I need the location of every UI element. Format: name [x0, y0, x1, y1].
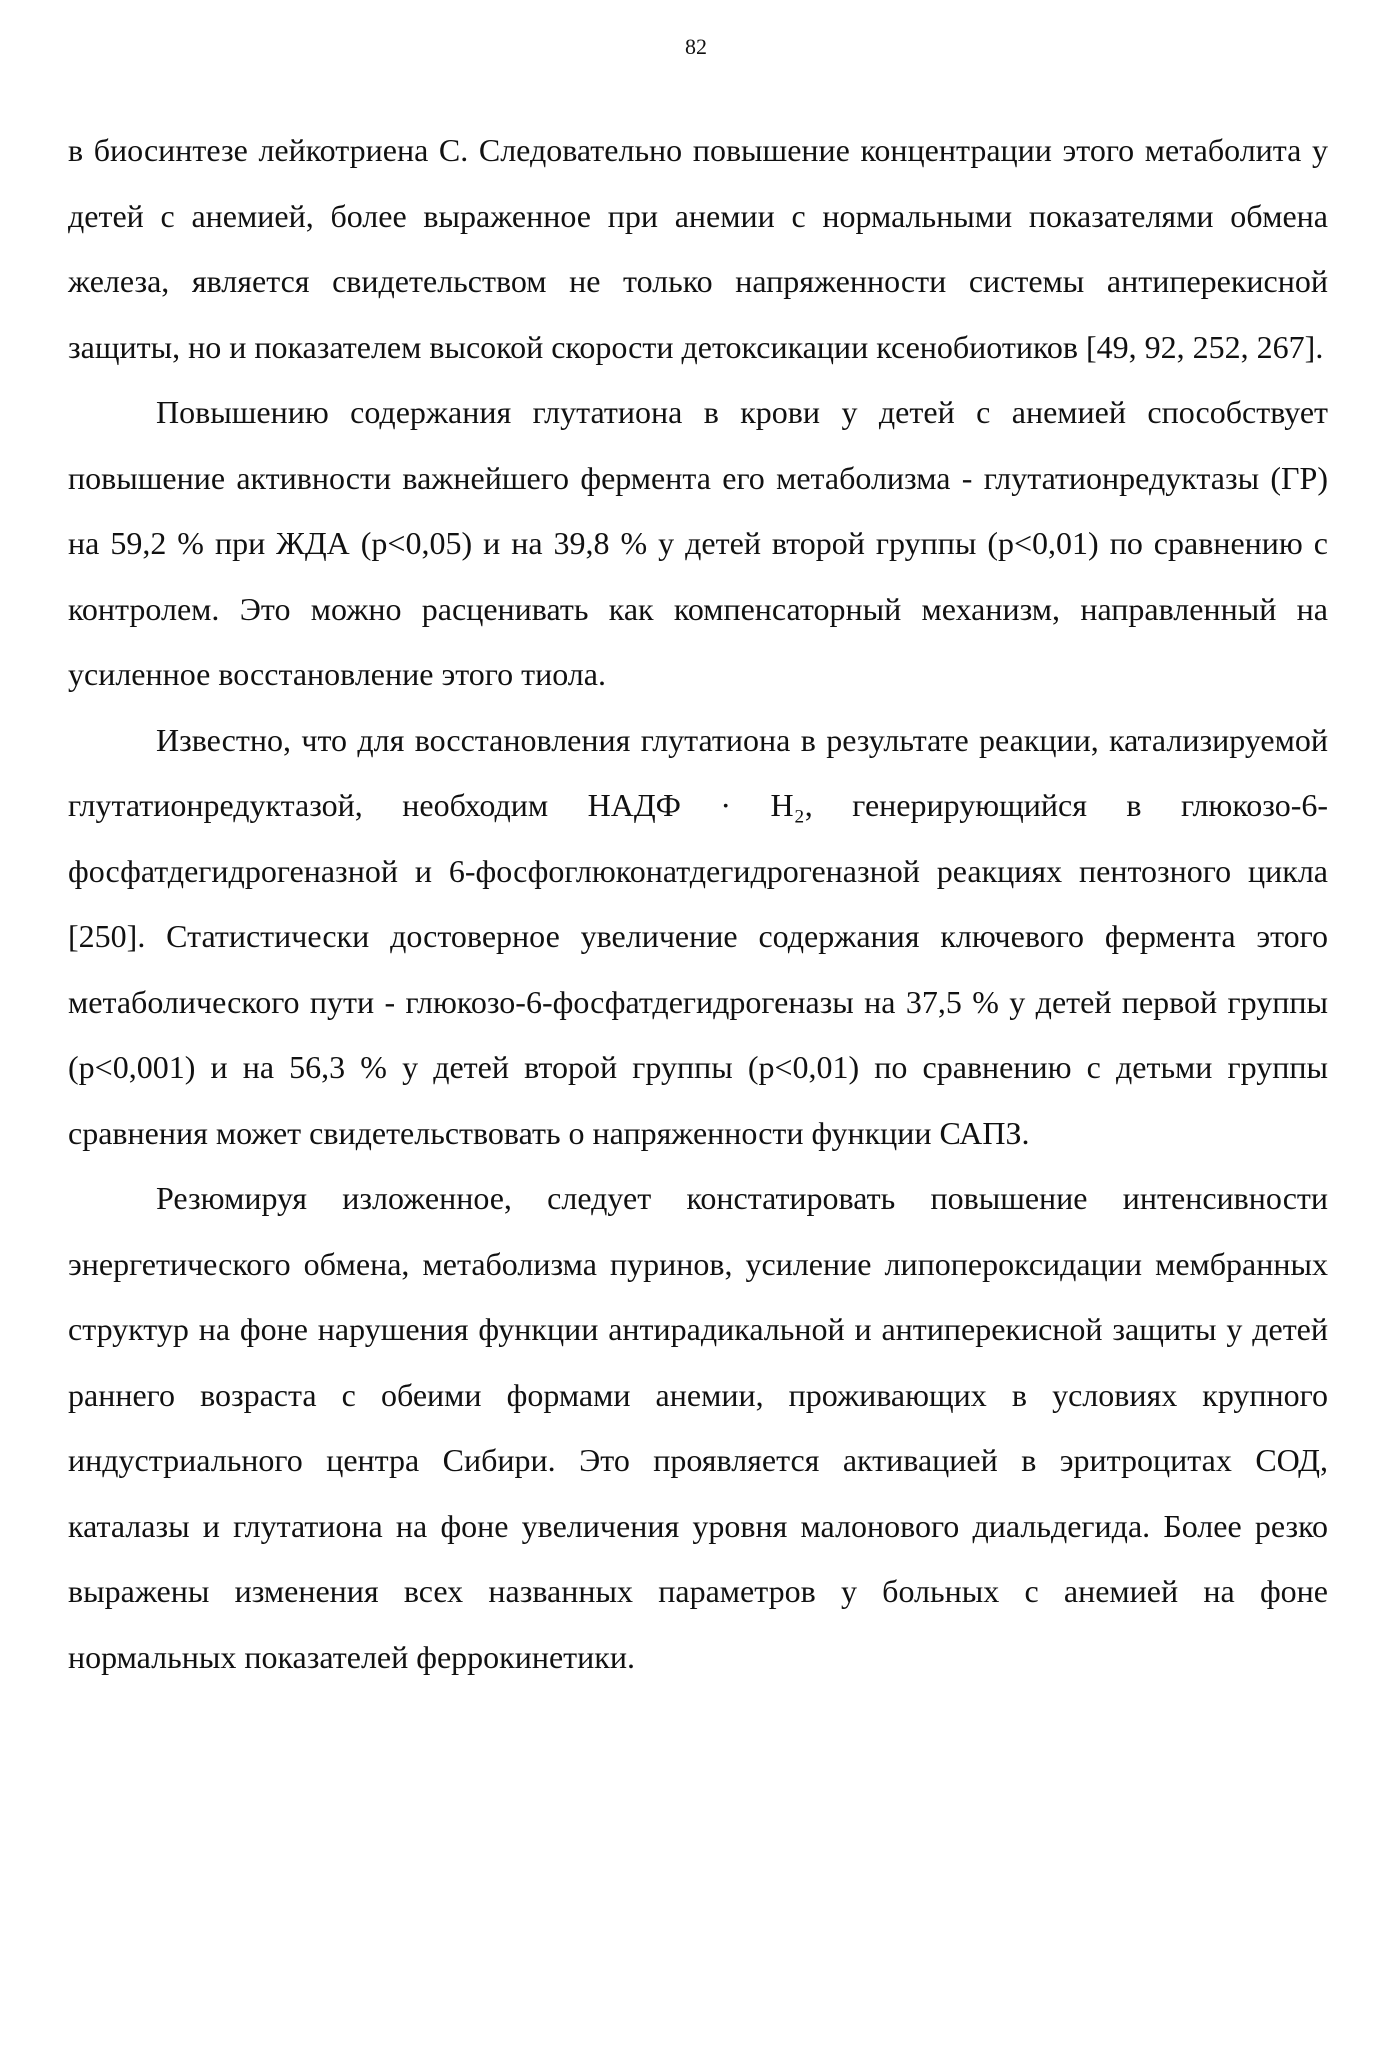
paragraph-1: в биосинтезе лейкотриена С. Следовательно повышение концентрации этого метаболита у детей с анемией, более выраженное при анемии с нормальными показателями обмена железа, является свидетельством не только напряженности системы антиперекисной защиты, но и показателем высокой скорости детоксикации ксенобиотиков [49, 92, 252, 267].	[68, 132, 1328, 365]
paragraph-3: Известно, что для восстановления глутатиона в результате реакции, катализируемой глутатионредуктазой, необходим НАДФ · Н₂, генерирующийся в глюкозо-6-фосфатдегидрогеназной и 6-фосфоглюконатдегидрогеназной реакциях пентозного цикла [250]. Статистически достоверное увеличение содержания ключевого фермента этого метаболического пути - глюкозо-6-фосфатдегидрогеназы на 37,5 % у детей первой группы (р<0,001) и на 56,3 % у детей второй группы (р<0,01) по сравнению с детьми группы сравнения может свидетельствовать о напряженности функции САПЗ.	[68, 721, 1328, 1151]
paragraph-4: Резюмируя изложенное, следует констатировать повышение интенсивности энергетического обмена, метаболизма пуринов, усиление липопероксидации мембранных структур на фоне нарушения функции антирадикальной и антиперекисной защиты у детей раннего возраста с обеими формами анемии, проживающих в условиях крупного индустриального центра Сибири. Это проявляется активацией в эритроцитах СОД, каталазы и глутатиона на фоне увеличения уровня малонового диальдегида. Более резко выражены изменения всех названных параметров у больных с анемией на фоне нормальных показателей феррокинетики.	[68, 1180, 1328, 1675]
page-number: 82	[685, 34, 707, 59]
paragraph-2: Повышению содержания глутатиона в крови у детей с анемией способствует повышение активности важнейшего фермента его метаболизма - глутатионредуктазы (ГР) на 59,2 % при ЖДА (р<0,05) и на 39,8 % у детей второй группы (р<0,01) по сравнению с контролем. Это можно расценивать как компенсаторный механизм, направленный на усиленное восстановление этого тиола.	[68, 394, 1328, 692]
body-text	[68, 118, 1328, 1690]
